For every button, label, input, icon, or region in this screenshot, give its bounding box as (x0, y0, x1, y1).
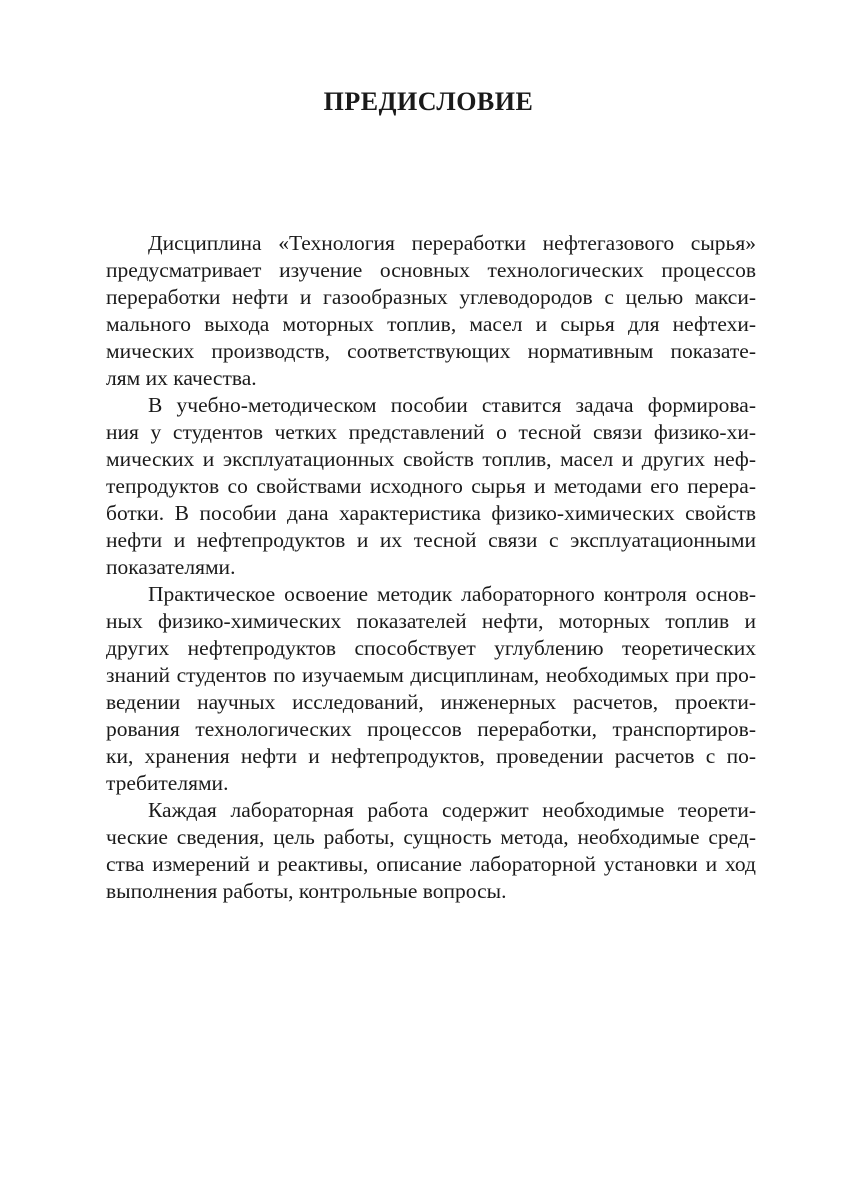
text-line: Дисциплина «Технология переработки нефтегазового сырья» (148, 231, 756, 255)
paragraph-3 (106, 581, 756, 797)
text-line: ных физико-химических показателей нефти, моторных топлив и (106, 609, 756, 633)
text-line: ства измерений и реактивы, описание лабораторной установки и ход (106, 852, 756, 876)
paragraph-4 (106, 797, 756, 905)
text-line: ведении научных исследований, инженерных расчетов, проекти- (106, 690, 756, 714)
text-line: рования технологических процессов переработки, транспортиров- (106, 717, 756, 741)
text-line: ботки. В пособии дана характеристика физико-химических свойств (106, 501, 756, 525)
text-line: переработки нефти и газообразных углеводородов с целью макси- (106, 285, 756, 309)
text-line: нефти и нефтепродуктов и их тесной связи с эксплуатационными (106, 528, 756, 552)
paragraph-1 (106, 230, 756, 392)
page-title: ПРЕДИСЛОВИЕ (323, 87, 534, 116)
text-line: В учебно-методическом пособии ставится задача формирова- (148, 393, 756, 417)
preface-body (106, 230, 756, 905)
text-line: знаний студентов по изучаемым дисциплинам, необходимых при про- (106, 663, 756, 687)
text-line: Практическое освоение методик лабораторного контроля основ- (148, 582, 756, 606)
text-line: Каждая лабораторная работа содержит необходимые теорети- (148, 798, 756, 822)
text-line: ния у студентов четких представлений о тесной связи физико-хи- (106, 420, 756, 444)
text-line: предусматривает изучение основных технологических процессов (106, 258, 756, 282)
text-line: ческие сведения, цель работы, сущность метода, необходимые сред- (106, 825, 756, 849)
text-line: лям их качества. (106, 366, 257, 390)
text-line: выполнения работы, контрольные вопросы. (106, 879, 507, 903)
paragraph-2 (106, 392, 756, 581)
text-line: показателями. (106, 555, 236, 579)
text-line: мических и эксплуатационных свойств топлив, масел и других неф- (106, 447, 756, 471)
text-line: ки, хранения нефти и нефтепродуктов, проведении расчетов с по- (106, 744, 756, 768)
text-line: требителями. (106, 771, 229, 795)
text-line: мических производств, соответствующих нормативным показате- (106, 339, 756, 363)
text-line: мального выхода моторных топлив, масел и сырья для нефтехи- (106, 312, 756, 336)
text-line: тепродуктов со свойствами исходного сырья и методами его перера- (106, 474, 756, 498)
text-line: других нефтепродуктов способствует углублению теоретических (106, 636, 756, 660)
